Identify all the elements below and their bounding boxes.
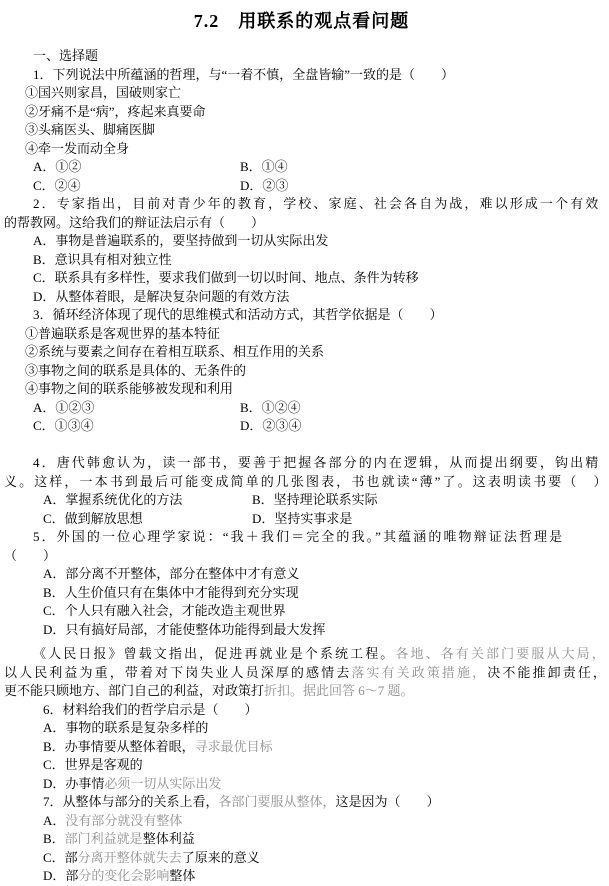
text-line (0, 547, 603, 566)
text-segment: 决不能推卸责任， (487, 664, 609, 680)
text-line (0, 701, 603, 720)
text-line (0, 664, 609, 683)
text-line (0, 454, 603, 473)
text-segment: ④牵一发而动全身 (25, 140, 130, 156)
text-line (0, 473, 609, 492)
text-segment: 各地、各有关部门要服从大局， (395, 646, 607, 661)
text-segment: C．世界是客观的 (43, 757, 143, 772)
text-segment: 1．下列说法中所蕴涵的哲理，与“一着不慎，全盘皆输”一致的是（ ） (33, 66, 455, 82)
text-line (0, 66, 603, 85)
text-segment: D．从整体着眼，是解决复杂问题的有效方法 (33, 288, 290, 304)
text-segment: 这是因为（ ） (335, 794, 440, 809)
option-column (240, 400, 301, 415)
text-segment: 2．专家指出，目前对青少年的教育，学校、家庭、社会各自为战，难以形成一个有效 (33, 196, 601, 211)
text-segment: 折扣。据此回答 6～7 题。 (264, 683, 414, 698)
text-segment: 没有部分就没有整体 (65, 812, 183, 828)
option-column (252, 492, 378, 507)
text-line (0, 510, 603, 529)
text-line (0, 417, 603, 436)
text-segment: 分离开整体就失去 (77, 849, 182, 865)
text-segment: A．事物是普遍联系的，要坚持做到一切从实际出发 (33, 233, 329, 248)
text-line (0, 719, 603, 738)
text-segment: ②系统与要素之间存在着相互联系、相互作用的关系 (25, 344, 325, 359)
text-line (0, 812, 603, 831)
text-line (0, 621, 603, 640)
text-line (0, 306, 603, 325)
text-segment: D．部 (43, 868, 79, 883)
text-line (0, 584, 603, 603)
text-segment: 各部门要服从整体， (218, 794, 336, 809)
text-segment: B．坚持理论联系实际 (252, 492, 378, 507)
text-segment: A．掌握系统优化的方法 (43, 492, 183, 507)
text-line (0, 232, 603, 251)
text-line (0, 47, 603, 66)
text-segment: 寻求最优目标 (194, 738, 273, 754)
text-segment: 6．材料给我们的哲学启示是（ ） (43, 701, 258, 717)
text-segment: 以人民利益为重，带着对下岗失业人员深厚的感情去 (4, 664, 352, 680)
option-column (240, 178, 288, 193)
text-segment: D．办事情 (43, 775, 105, 791)
text-line (0, 867, 603, 886)
document-body (0, 47, 609, 886)
text-line (0, 380, 603, 399)
text-segment: 5．外国的一位心理学家说：“我＋我们＝完全的我。”其蕴涵的唯物辩证法哲理是 (33, 529, 565, 544)
text-line (0, 84, 603, 103)
text-segment: 一、选择题 (33, 48, 99, 63)
text-line (0, 602, 603, 621)
text-segment: D．坚持实事求是 (252, 510, 353, 526)
text-line (0, 645, 607, 664)
text-segment: B．人生价值只有在集体中才能得到充分实现 (43, 584, 299, 600)
text-line (0, 738, 603, 757)
text-line (0, 491, 603, 510)
text-segment: C．部 (43, 849, 78, 865)
text-segment: 部门利益就是 (64, 831, 143, 846)
text-segment: C．①③④ (33, 418, 94, 433)
text-segment: B．①②④ (240, 399, 301, 415)
option-column (33, 177, 240, 196)
option-column (33, 417, 240, 436)
text-line (0, 269, 603, 288)
text-segment: A．①② (33, 159, 82, 174)
text-segment: ④事物之间的联系能够被发现和利用 (25, 381, 234, 396)
text-segment: ③头痛医头、脚痛医脚 (25, 122, 156, 137)
text-segment: 必须一切从实际出发 (104, 775, 222, 791)
text-segment: B．①④ (240, 159, 288, 174)
text-segment: B．意识具有相对独立性 (33, 251, 172, 267)
text-line (0, 565, 603, 584)
text-segment: ①国兴则家昌，国破则家亡 (25, 85, 182, 100)
option-column (240, 418, 301, 433)
text-segment: （ ） (4, 547, 57, 563)
text-line (0, 756, 603, 775)
text-segment: 3．循环经济体现了现代的思维模式和活动方式，其哲学依据是（ ） (33, 307, 443, 322)
text-segment: 义。这样，一本书到最后可能变成简单的几张图表，书也就读“薄”了。这表明读书要（ ） (4, 473, 609, 489)
text-segment: 整体利益 (142, 831, 195, 846)
text-segment: 的帮教网。这给我们的辩证法启示有（ ） (4, 214, 265, 230)
text-segment: 7．从整体与部分的关系上看， (43, 794, 219, 809)
text-segment: C．做到解放思想 (43, 510, 143, 526)
text-segment: 《人民日报》曾载文指出，促进再就业是个系统工程。 (33, 646, 396, 661)
text-segment: 整体 (169, 868, 196, 883)
text-line (0, 682, 603, 701)
option-column (33, 399, 240, 418)
text-segment: 分的变化会影响 (78, 868, 170, 883)
text-segment: B． (43, 831, 65, 846)
text-line (0, 140, 603, 159)
text-segment: B．办事情要从整体着眼， (43, 738, 195, 754)
blank-line (0, 436, 603, 455)
text-segment: 4．唐代韩愈认为，读一部书，要善于把握各部分的内在逻辑，从而提出纲要，钩出精 (33, 455, 601, 470)
text-segment: D．②③④ (240, 418, 302, 433)
option-column (43, 510, 252, 529)
text-line (0, 362, 603, 381)
text-line (0, 103, 603, 122)
option-column (240, 159, 288, 174)
text-segment: C．联系具有多样性，要求我们做到一切以时间、地点、条件为转移 (33, 270, 419, 285)
text-segment: 落实有关政策措施， (351, 664, 488, 680)
text-line (0, 325, 603, 344)
text-line (0, 214, 603, 233)
text-line (0, 793, 603, 812)
text-segment: A．部分离不开整体，部分在整体中才有意义 (43, 566, 300, 581)
text-line (0, 288, 603, 307)
text-line (0, 849, 603, 868)
text-segment: 了原来的意义 (181, 849, 260, 865)
text-segment: ①普遍联系是客观世界的基本特征 (25, 325, 221, 341)
page-title: 7.2 用联系的观点看问题 (193, 11, 410, 31)
option-column (33, 158, 240, 177)
option-column (43, 491, 252, 510)
text-segment: 更不能只顾地方、部门自己的利益，对政策打 (4, 683, 265, 698)
text-segment: A．①②③ (33, 399, 95, 415)
text-line (0, 158, 603, 177)
text-line (0, 830, 603, 849)
text-line (0, 775, 603, 794)
text-line (0, 399, 603, 418)
text-segment: C．个人只有融入社会，才能改造主观世界 (43, 603, 286, 618)
text-line (0, 528, 603, 547)
text-line (0, 343, 603, 362)
text-segment: D．②③ (240, 177, 289, 193)
text-segment: D．只有搞好局部，才能使整体功能得到最大发挥 (43, 621, 326, 637)
text-segment: ②牙痛不是“病”，疼起来真要命 (25, 103, 206, 119)
text-segment: ③事物之间的联系是具体的、无条件的 (25, 362, 247, 378)
text-line (0, 251, 603, 270)
text-segment: C．②④ (33, 177, 81, 193)
text-segment: A． (43, 812, 66, 828)
text-line (0, 177, 603, 196)
text-line (0, 121, 603, 140)
text-line (0, 195, 603, 214)
option-column (252, 511, 352, 526)
text-segment: A．事物的联系是复杂多样的 (43, 720, 209, 735)
